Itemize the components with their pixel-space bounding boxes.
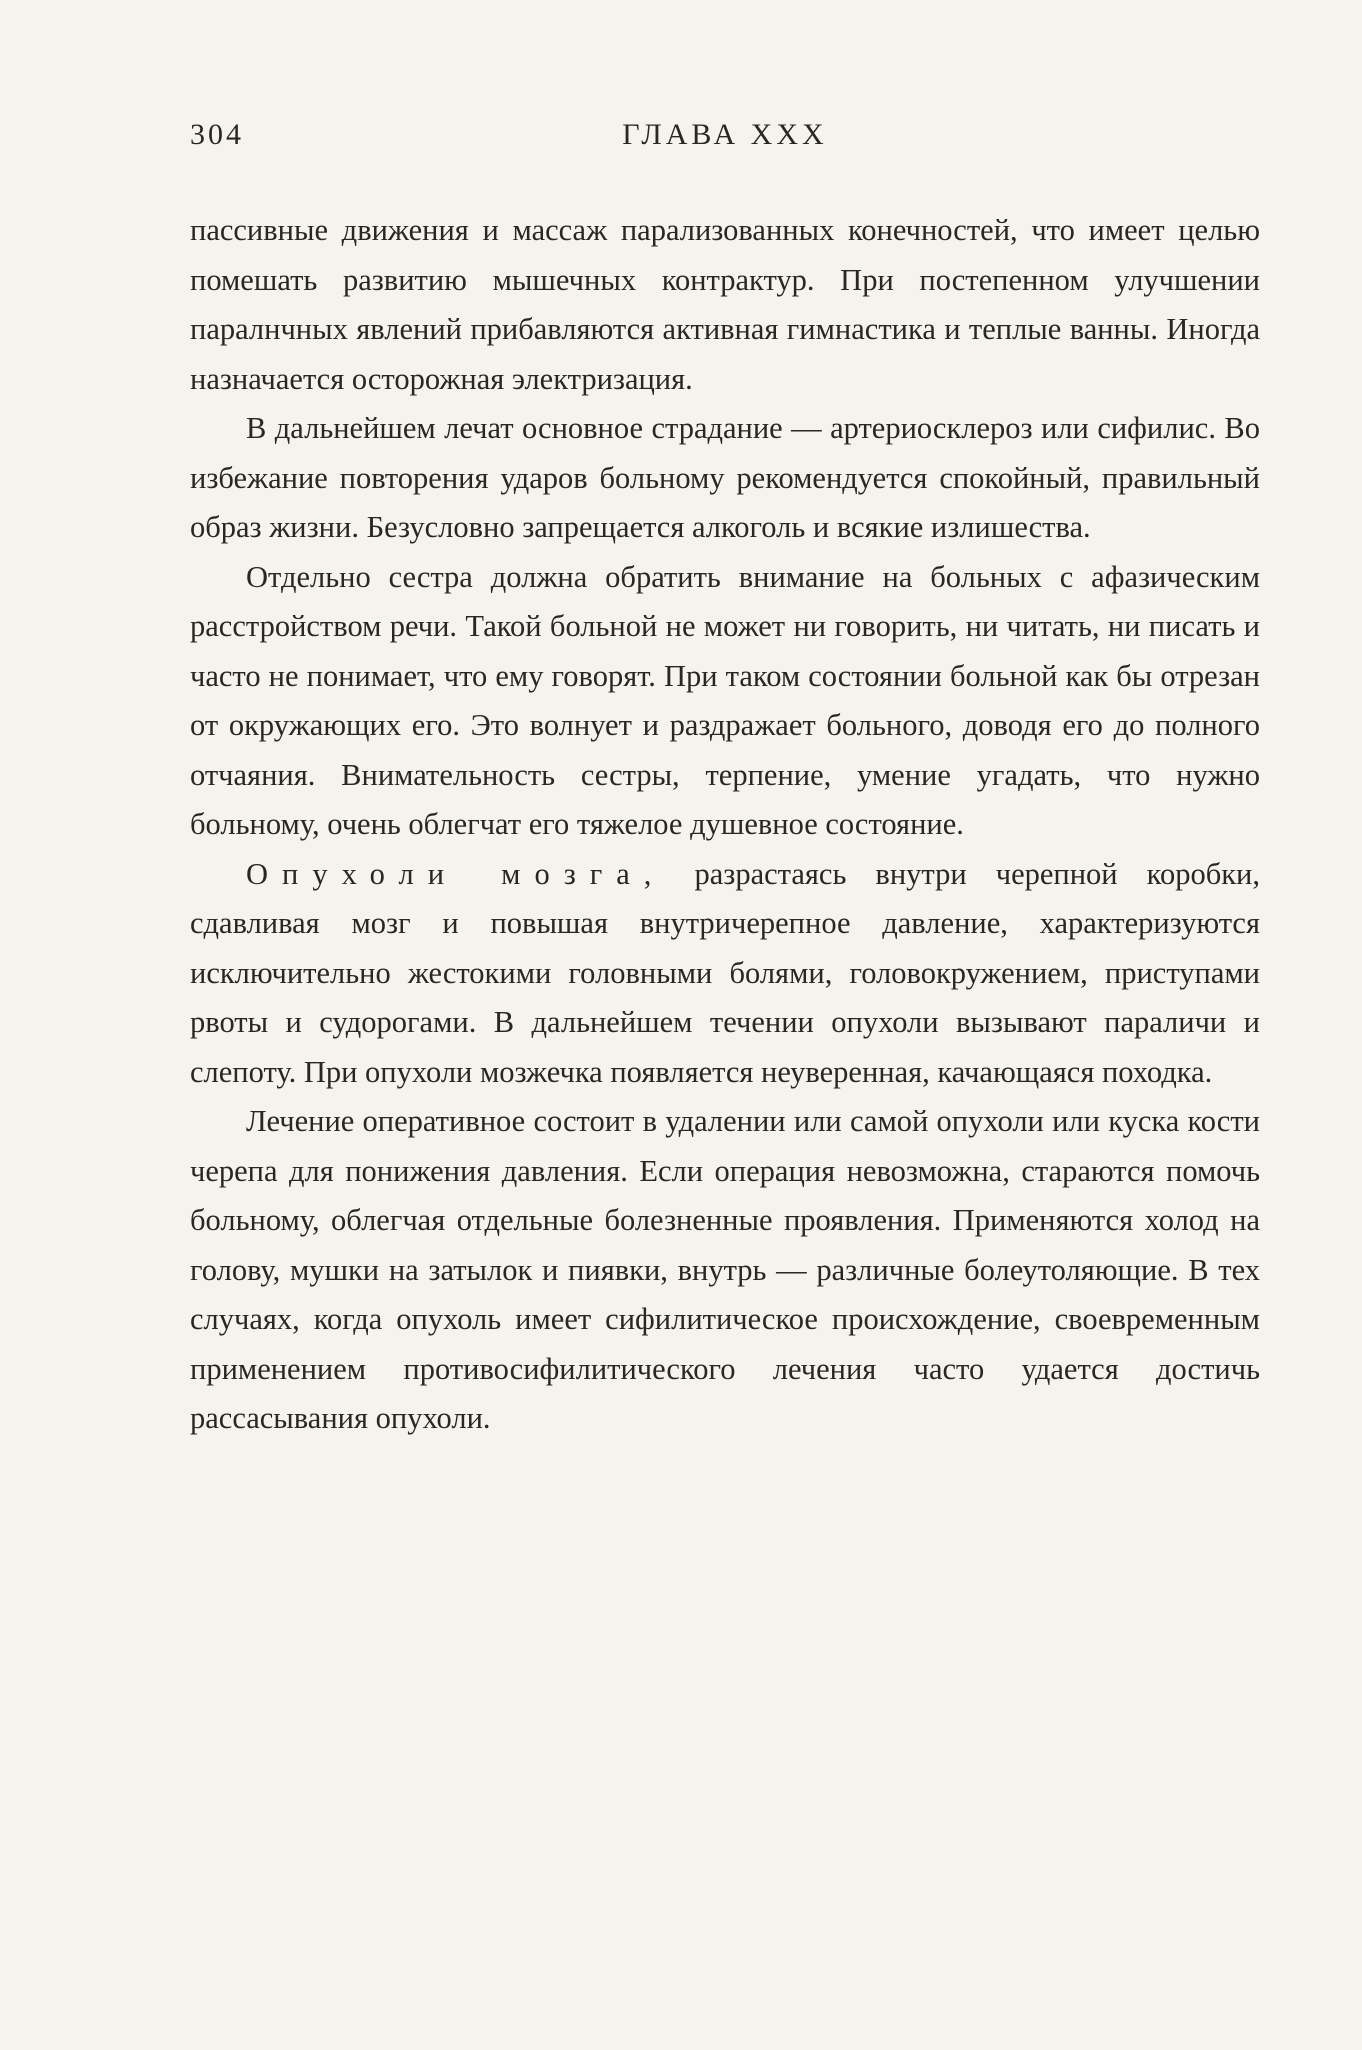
page-content <box>190 118 1260 1444</box>
page-number: 304 <box>190 118 244 151</box>
paragraph-treatment-underlying: В дальнейшем лечат основное страдание — артериосклероз или сифилис. Во избежание повторения ударов больному рекомендуется спокойный, правильный образ жизни. Безусловно запрещается алкоголь и всякие излишества. <box>190 411 1260 544</box>
paragraph-brain-tumors <box>190 850 1260 1098</box>
spaced-term-brain-tumors: Опухоли мозга, <box>246 856 666 891</box>
paragraph-aphasia: Отдельно сестра должна обратить внимание на больных с афазическим расстройством речи. Такой больной не может ни говорить, ни читать, ни писать и часто не понимает, что ему говорят. При таком состоянии больной как бы отрезан от окружающих его. Это волнует и раздражает больного, доводя его до полного отчаяния. Внимательность сестры, терпение, умение угадать, что нужно больному, очень облегчат его тяжелое душевное состояние. <box>190 559 1260 841</box>
paragraph-continuation: пассивные движения и массаж парализованных конечностей, что имеет целью помешать развитию мышечных контрактур. При постепенном улучшении паралнчных явлений прибавляются активная гимнастика и теплые ванны. Иногда назначается осторожная электризация. <box>190 213 1260 396</box>
chapter-heading: ГЛАВА XXX <box>622 118 828 151</box>
paragraph-brain-tumors-text: разрастаясь внутри черепной коробки, сдавливая мозг и повышая внутричерепное давление, характеризуются исключительно жестокими головными болями, головокружением, приступами рвоты и судорогами. В дальнейшем течении опухоли вызывают параличи и слепоту. При опухоли мозжечка появляется неуверенная, качающаяся походка. <box>190 856 1260 1089</box>
paragraph-surgical-treatment: Лечение оперативное состоит в удалении или самой опухоли или куска кости черепа для понижения давления. Если операция невозможна, стараются помочь больному, облегчая отдельные болезненные проявления. Применяются холод на голову, мушки на затылок и пиявки, внутрь — различные болеутоляющие. В тех случаях, когда опухоль имеет сифилитическое происхождение, своевременным применением противосифилитического лечения часто удается достичь рассасывания опухоли. <box>190 1104 1260 1435</box>
running-head <box>190 118 1260 166</box>
